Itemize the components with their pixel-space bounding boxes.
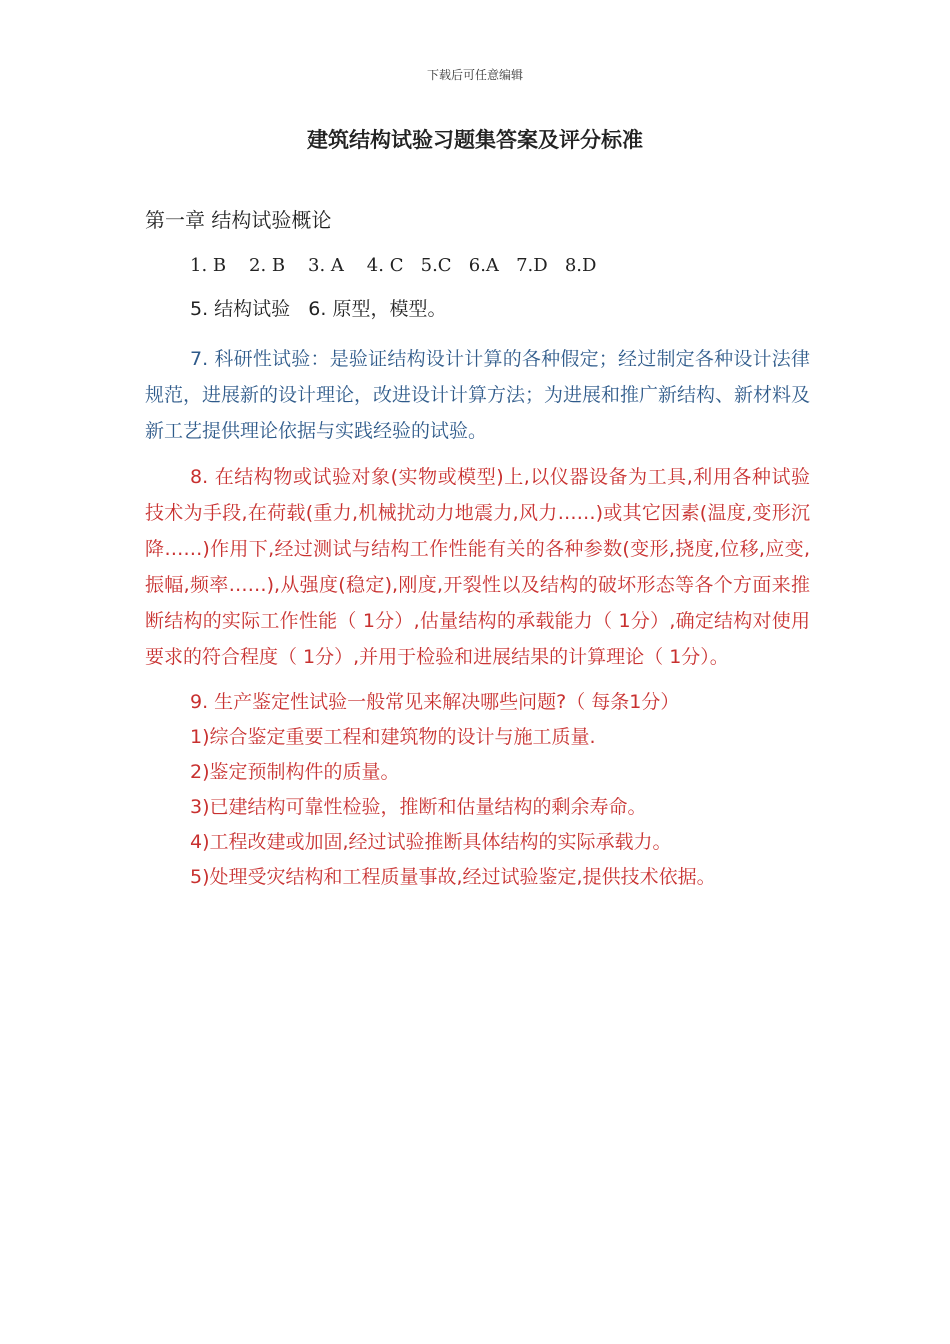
document-title: 建筑结构试验习题集答案及评分标准 — [307, 128, 643, 152]
header-note: 下载后可任意编辑 — [426, 68, 523, 82]
question-9-item: 1)综合鉴定重要工程和建筑物的设计与施工质量. — [190, 726, 596, 748]
question-9-item: 5)处理受灾结构和工程质量事故,经过试验鉴定,提供技术依据。 — [190, 866, 716, 888]
document-body — [145, 204, 810, 895]
choice-answers: 1. B 2. B 3. A 4. C 5.C 6.A 7.D 8.D — [190, 255, 597, 276]
question-9-item: 3)已建结构可靠性检验，推断和估量结构的剩余寿命。 — [190, 796, 647, 818]
question-9-heading: 9. 生产鉴定性试验一般常见来解决哪些问题?（ 每条1分） — [190, 691, 680, 713]
question-9-item: 2)鉴定预制构件的质量。 — [190, 761, 400, 783]
answer-7-paragraph: 7. 科研性试验：是验证结构设计计算的各种假定；经过制定各种设计法律规范，进展新的设计理论，改进设计计算方法；为进展和推广新结构、新材料及新工艺提供理论依据与实践经验的试验。 — [145, 348, 811, 442]
answer-8-paragraph: 8. 在结构物或试验对象(实物或模型)上,以仪器设备为工具,利用各种试验技术为手段,在荷载(重力,机械扰动力地震力,风力……)或其它因素(温度,变形沉降……)作用下,经过测试与结构工作性能有关的各种参数(变形,挠度,位移,应变,振幅,频率……),从强度(稳定),刚度,开裂性以及结构的破坏形态等各个方面来推断结构的实际工作性能（ 1分）,估量结构的承载能力（ 1分）,确定结构对使用要求的符合程度（ 1分）,并用于检验和进展结果的计算理论（ 1分）。 — [145, 466, 810, 668]
question-9-item: 4)工程改建或加固,经过试验推断具体结构的实际承载力。 — [190, 831, 672, 853]
chapter-heading: 第一章 结构试验概论 — [145, 208, 332, 232]
fill-in-answers: 5. 结构试验 6. 原型，模型。 — [190, 298, 447, 320]
